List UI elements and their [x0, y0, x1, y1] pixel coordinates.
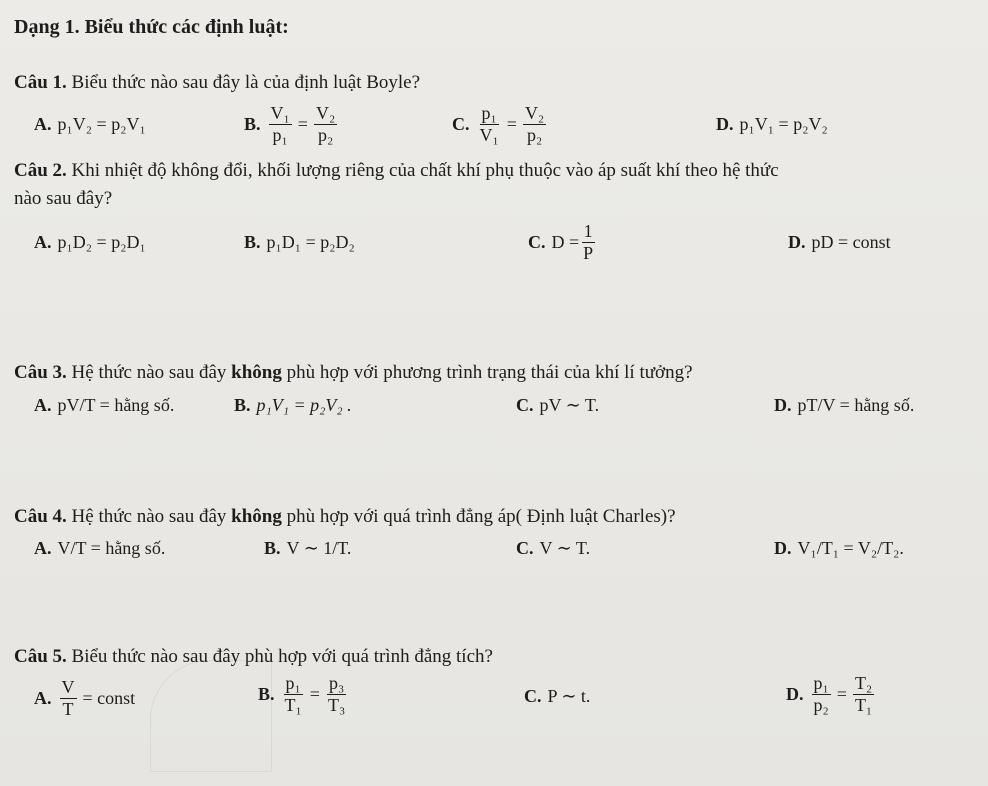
q4-option-d[interactable]	[774, 538, 904, 559]
option-label: B.	[244, 232, 261, 252]
section-heading: Dạng 1. Biểu thức các định luật:	[14, 16, 289, 38]
question-1-label: Câu 1.	[14, 72, 67, 93]
q2-option-a[interactable]	[34, 232, 146, 253]
denominator: p₂	[526, 124, 543, 145]
question-3-text: Hệ thức nào sau đây	[71, 362, 227, 383]
fraction	[853, 674, 874, 715]
denominator: T₃	[327, 694, 346, 715]
option-label: C.	[452, 113, 470, 134]
numerator: T₂	[854, 673, 873, 693]
q3-option-d[interactable]	[774, 395, 914, 416]
numerator: p₁	[813, 673, 829, 693]
question-3	[14, 362, 693, 384]
option-expression: V ∼ T.	[539, 538, 591, 558]
question-3-label: Câu 3.	[14, 362, 67, 383]
option-expression: V/T = hằng số.	[57, 538, 166, 558]
numerator: p₁	[285, 673, 301, 693]
option-expression: V ∼ 1/T.	[286, 538, 352, 558]
option-label: D.	[788, 232, 806, 252]
denominator: p₂	[813, 694, 829, 715]
q3-option-c[interactable]	[516, 395, 599, 416]
q4-option-c[interactable]	[516, 538, 590, 559]
q4-option-a[interactable]	[34, 538, 165, 559]
option-label: C.	[516, 395, 534, 415]
option-label: C.	[524, 686, 542, 706]
option-expression: p₁V₁ = p₂V₂	[739, 114, 828, 134]
numerator: V₁	[270, 103, 290, 123]
option-label: C.	[516, 538, 534, 558]
q2-option-b[interactable]	[244, 232, 355, 253]
option-label: C.	[528, 231, 546, 252]
numerator: V₂	[315, 103, 336, 123]
question-4	[14, 506, 676, 528]
q2-option-c[interactable]	[528, 222, 597, 263]
numerator: V₂	[524, 103, 545, 123]
option-label: B.	[244, 113, 261, 134]
option-expression: p₁D₂ = p₂D₁	[57, 232, 146, 252]
q3-option-b[interactable]	[234, 395, 352, 416]
question-4-label: Câu 4.	[14, 506, 67, 527]
question-4-text: Hệ thức nào sau đây	[71, 506, 227, 527]
q2-option-d[interactable]	[788, 232, 891, 253]
option-label: A.	[34, 687, 52, 708]
q5-option-b[interactable]	[258, 674, 349, 715]
numerator: V	[61, 677, 75, 697]
question-1	[14, 72, 420, 94]
fraction	[269, 104, 292, 145]
option-label: A.	[34, 395, 52, 415]
q1-option-c[interactable]	[452, 104, 548, 145]
option-label: B.	[234, 395, 251, 415]
denominator: p₂	[317, 124, 334, 145]
question-2-label: Câu 2.	[14, 160, 67, 181]
equals-sign: =	[297, 113, 308, 134]
denominator: T₁	[854, 694, 873, 715]
pencil-mark	[150, 660, 272, 772]
option-expression: P ∼ t.	[547, 686, 591, 706]
option-expression: pV/T = hằng số.	[57, 395, 175, 415]
q5-option-a[interactable]	[34, 678, 135, 719]
fraction	[478, 104, 501, 145]
option-expression: p₁V₂ = p₂V₁	[57, 114, 146, 134]
option-label: D.	[786, 683, 804, 704]
option-label: D.	[774, 538, 792, 558]
denominator: p₁	[272, 124, 288, 145]
question-5-text: Biểu thức nào sau đây phù hợp với quá trình đẳng tích?	[71, 646, 493, 667]
numerator: p₁	[481, 103, 497, 123]
fraction	[283, 674, 304, 715]
option-label: A.	[34, 114, 52, 134]
question-3-text-end: phù hợp với phương trình trạng thái của khí lí tưởng?	[286, 362, 693, 383]
q5-option-c[interactable]	[524, 686, 590, 707]
question-4-emphasis: không	[231, 506, 282, 527]
option-expression: p₁D₁ = p₂D₂	[266, 232, 355, 252]
question-4-text-end: phù hợp với quá trình đẳng áp( Định luật Charles)?	[286, 506, 676, 527]
option-expression: pD = const	[811, 232, 891, 252]
question-3-emphasis: không	[231, 362, 282, 383]
option-label: D.	[716, 114, 734, 134]
option-expression: p₁V₁ = p₂V₂ .	[256, 395, 352, 415]
question-1-text: Biểu thức nào sau đây là của định luật Boyle?	[71, 72, 421, 93]
option-expression: V₁/T₁ = V₂/T₂.	[797, 538, 904, 558]
equals-sign: =	[506, 113, 517, 134]
fraction	[812, 674, 831, 715]
denominator: V₁	[479, 124, 499, 145]
fraction	[314, 104, 337, 145]
fraction	[581, 222, 595, 263]
numerator: p₃	[328, 673, 345, 693]
question-2-text-1: Khi nhiệt độ không đổi, khối lượng riêng của chất khí phụ thuộc vào áp suất khí theo hệ thức	[71, 160, 779, 181]
equals-sign: =	[309, 683, 320, 704]
q5-option-d[interactable]	[786, 674, 876, 715]
denominator: T₁	[284, 694, 302, 715]
option-expression: D =	[551, 231, 580, 252]
option-expression: = const	[82, 687, 136, 708]
option-label: A.	[34, 538, 52, 558]
option-label: B.	[258, 683, 275, 704]
equals-sign: =	[836, 683, 847, 704]
denominator: P	[583, 242, 594, 263]
q4-option-b[interactable]	[264, 538, 351, 559]
denominator: T	[62, 698, 74, 719]
question-5-label: Câu 5.	[14, 646, 67, 667]
option-label: D.	[774, 395, 792, 415]
option-expression: pT/V = hằng số.	[797, 395, 915, 415]
numerator: 1	[583, 221, 593, 241]
q1-option-d[interactable]	[716, 114, 828, 135]
q1-option-a[interactable]	[34, 114, 146, 135]
option-label: A.	[34, 232, 52, 252]
fraction	[523, 104, 546, 145]
option-label: B.	[264, 538, 281, 558]
q1-option-b[interactable]	[244, 104, 339, 145]
fraction	[60, 678, 77, 719]
fraction	[326, 674, 347, 715]
question-2-line-2: nào sau đây?	[14, 188, 113, 209]
question-2	[14, 160, 779, 182]
q3-option-a[interactable]	[34, 395, 174, 416]
question-5	[14, 646, 493, 668]
option-expression: pV ∼ T.	[539, 395, 600, 415]
